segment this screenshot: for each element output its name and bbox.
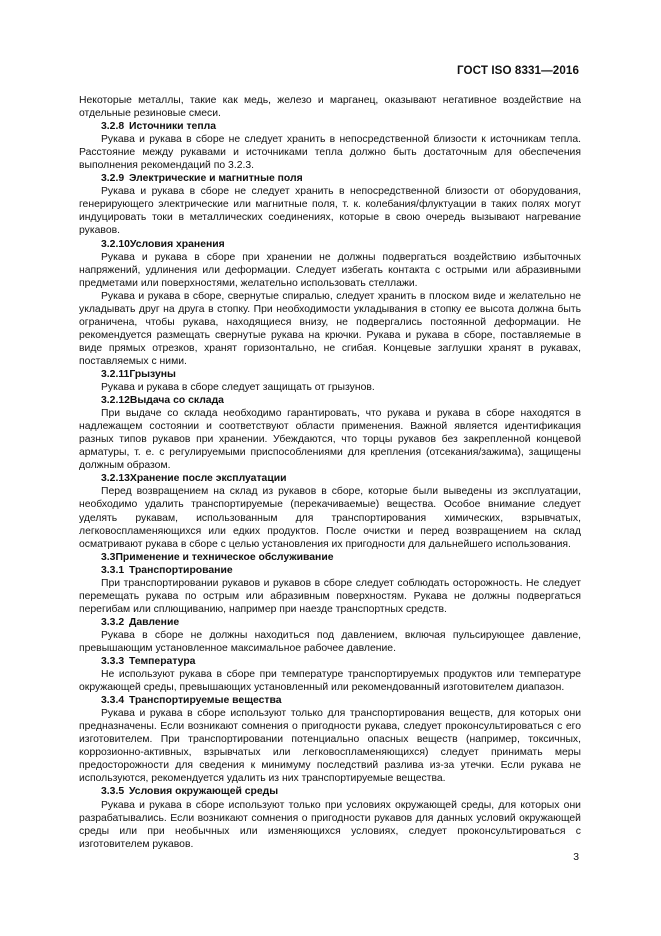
section-heading	[79, 472, 581, 485]
section-title: Транспортирование	[129, 564, 233, 576]
section-number: 3.3	[101, 551, 116, 563]
section-title: Хранение после эксплуатации	[129, 473, 287, 485]
section-title: Температура	[129, 656, 196, 668]
section-number: 3.3.4	[101, 695, 125, 707]
paragraph: При транспортировании рукавов и рукавов в сборе следует соблюдать осторожность. Не следует перемещать рукава по острым или абразивным поверхностям. Рукава не должны подвергаться перегибам или сплющиванию, например при наезде транспортных средств.	[79, 577, 581, 615]
document-header: ГОСТ ISO 8331—2016	[457, 64, 579, 77]
section-heading	[79, 694, 581, 707]
paragraph: Перед возвращением на склад из рукавов в сборе, которые были выведены из эксплуатации, необходимо удалить транспортируемые (перекачиваемые) вещества. Особое внимание следует уделять рукавам, использованным для транспортирования химических, взрывчатых, легковоспламеняющихся или едких продуктов. После очистки и перед возвращением на склад осматривают рукава в сборе с целью установления их пригодности для дальнейшего использования.	[79, 486, 581, 550]
section-number: 3.2.9	[101, 173, 125, 185]
paragraph: При выдаче со склада необходимо гарантировать, что рукава и рукава в сборе находятся в надлежащем состоянии и соответствуют области применения. Важной является идентификация разных типов рукавов при хранении. Убеждаются, что торцы рукавов без закрепленной концевой арматуры, т. е. с регулируемыми приспособлениями для крепления (отсекания/зажима), защищены должным образом.	[79, 408, 581, 472]
section-heading	[79, 564, 581, 577]
paragraph: Не используют рукава в сборе при температуре транспортируемых продуктов или температуре окружающей среды, превышающих установленный или рекомендованный изготовителем диапазон.	[79, 669, 581, 694]
section-number: 3.3.2	[101, 616, 125, 628]
paragraph: Рукава и рукава в сборе, свернутые спиралью, следует хранить в плоском виде и желательно не укладывать друг на друга в стопку. При необходимости укладывания в стопку ее высота должна быть ограничена, чтобы рукава, находящиеся внизу, не подвергались постоянной деформации. Не рекомендуется размещать свернутые рукава на крючки. Рукава и рукава в сборе, поставляемые в виде прямых отрезков, хранят горизонтально, не сгибая. Концевые заглушки хранят в рукавах, поставляемых с ними.	[79, 290, 581, 367]
section-heading	[79, 616, 581, 629]
section-heading	[79, 785, 581, 798]
section-number: 3.2.11	[101, 368, 130, 380]
paragraph: Рукава и рукава в сборе используют только при условиях окружающей среды, для которых они разрабатывались. Если возникают сомнения о пригодности рукавов для данных условий окружающей среды или при необычных или изменяющихся условиях, следует проконсультироваться с изготовителем рукавов.	[79, 799, 581, 850]
document-body	[79, 94, 581, 851]
section-heading	[79, 172, 581, 185]
section-heading	[79, 120, 581, 133]
section-title: Электрические и магнитные поля	[129, 173, 303, 185]
section-heading	[79, 394, 581, 407]
section-title: Условия хранения	[129, 238, 225, 250]
section-heading	[79, 368, 581, 381]
paragraph: Рукава и рукава в сборе используют только для транспортирования веществ, для которых они предназначены. Если возникают сомнения о пригодности рукава, следует проконсультироваться с его изготовителем. При транспортировании потенциально опасных веществ (например, токсичных, коррозионно-активных, взрывчатых или легковоспламеняющихся) следует принимать меры предосторожности для сведения к минимуму последствий разлива из-за утечки. Если рукава не используются, рекомендуется удалить из них транспортируемые вещества.	[79, 708, 581, 785]
section-title: Условия окружающей среды	[129, 786, 279, 798]
paragraph: Рукава и рукава в сборе не следует хранить в непосредственной близости к источникам тепла. Расстояние между рукавами и источниками тепла должно быть достаточным для обеспечения выполнения рекомендаций по 3.2.3.	[79, 134, 581, 172]
subclause-heading	[79, 551, 581, 564]
paragraph: Рукава и рукава в сборе не следует хранить в непосредственной близости от оборудования, генерирующего электрические или магнитные поля, т. к. колебания/флуктуации в таких полях могут индуцировать токи в металлических соединениях, которые в свою очередь вызывают нагревание рукавов.	[79, 186, 581, 237]
section-heading	[79, 655, 581, 668]
paragraph: Рукава и рукава в сборе при хранении не должны подвергаться воздействию избыточных напряжений, удлинения или деформации. Следует избегать контакта с острыми или абразивными предметами или поверхностями, желательно использовать стеллажи.	[79, 251, 581, 289]
section-title: Транспортируемые вещества	[129, 695, 282, 707]
section-title: Применение и техническое обслуживание	[115, 551, 334, 563]
section-number: 3.3.5	[101, 786, 125, 798]
page-number: 3	[573, 852, 579, 863]
paragraph: Рукава в сборе не должны находиться под давлением, включая пульсирующее давление, превышающим установленное максимальное рабочее давление.	[79, 629, 581, 654]
section-number: 3.3.3	[101, 656, 125, 668]
section-number: 3.2.10	[101, 238, 130, 250]
section-title: Давление	[129, 616, 180, 628]
section-number: 3.2.13	[101, 473, 130, 485]
section-heading	[79, 238, 581, 251]
intro-paragraph: Некоторые металлы, такие как медь, железо и марганец, оказывают негативное воздействие на отдельные резиновые смеси.	[79, 95, 581, 120]
section-number: 3.2.8	[101, 121, 125, 133]
paragraph: Рукава и рукава в сборе следует защищать от грызунов.	[101, 382, 375, 394]
section-title: Источники тепла	[129, 121, 216, 133]
section-title: Грызуны	[129, 368, 176, 380]
section-number: 3.3.1	[101, 564, 125, 576]
section-title: Выдача со склада	[129, 395, 224, 407]
section-number: 3.2.12	[101, 395, 130, 407]
